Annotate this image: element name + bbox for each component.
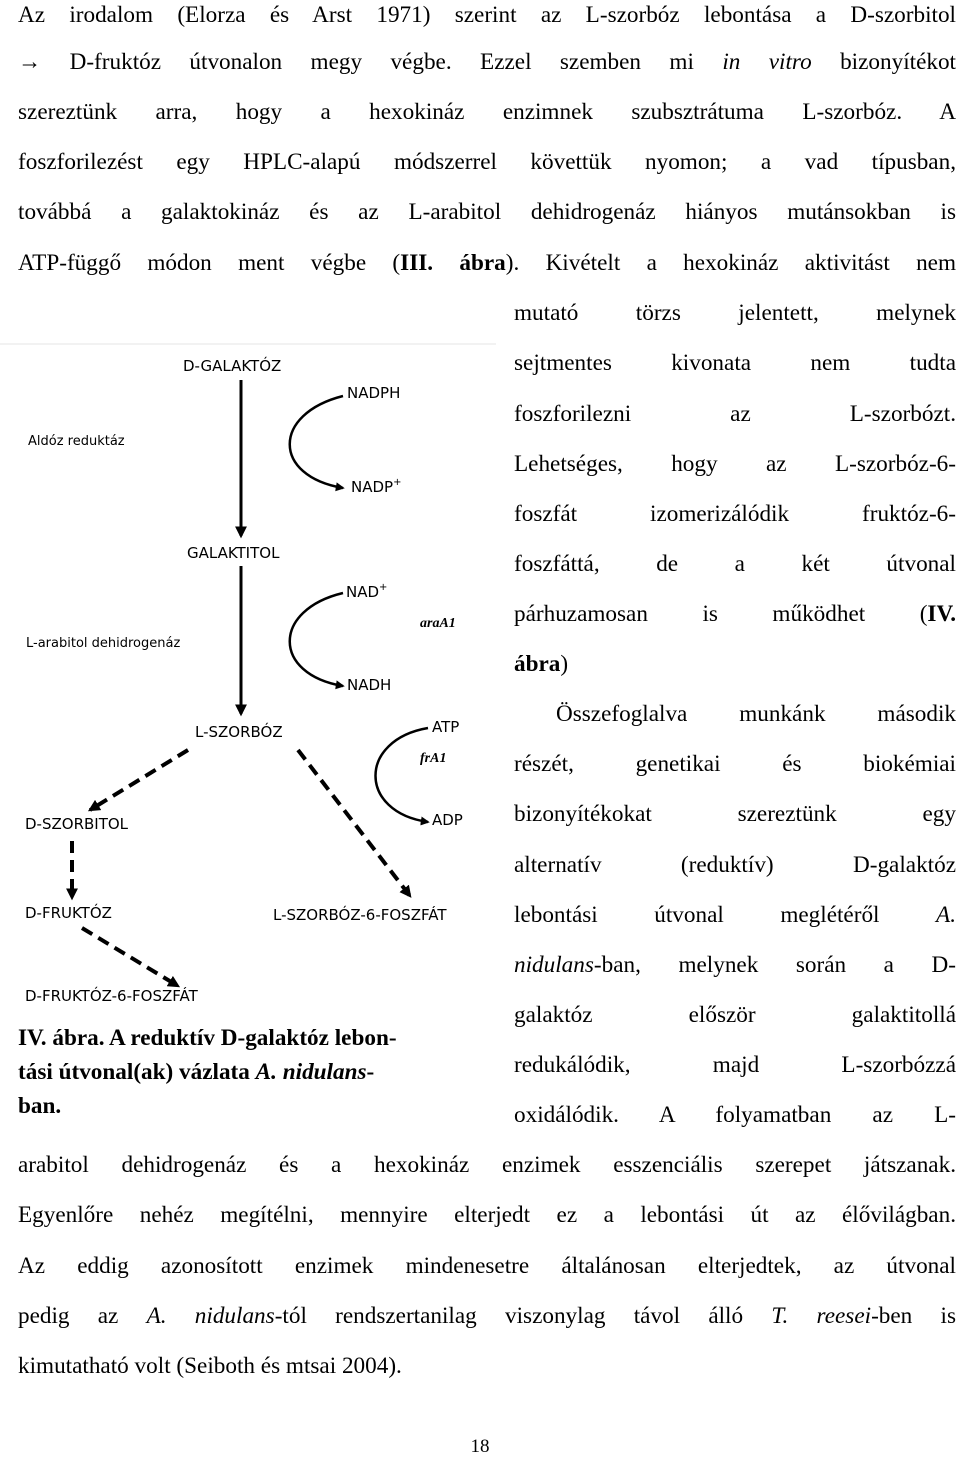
cofactor-arrow — [376, 728, 429, 822]
text-line: Az irodalom (Elorza és Arst 1971) szerint az L-szorbóz lebontása a D-szorbitol — [18, 2, 956, 28]
text-line: galaktóz először galaktitollá — [514, 1002, 956, 1028]
metabolite-d-fruktoz: D-FRUKTÓZ — [25, 904, 112, 922]
text-line: foszforilezni az L-szorbózt. — [514, 401, 956, 427]
text-line: Egyenlőre nehéz megítélni, mennyire elterjedt ez a lebontási út az élővilágban. — [18, 1202, 956, 1228]
metabolite-d-galaktoz: D-GALAKTÓZ — [183, 357, 282, 375]
text-line: arabitol dehidrogenáz és a hexokináz enzimek esszenciális szerepet játszanak. — [18, 1152, 956, 1178]
cofactor-adp: ADP — [432, 811, 463, 829]
text-line: mutató törzs jelentett, melynek — [514, 300, 956, 326]
cofactor-nadp-plus: NADP+ — [351, 477, 402, 496]
text-line: foszforilezést egy HPLC-alapú módszerrel követtük nyomon; a vad típusban, — [18, 149, 956, 175]
text-line: ábra) — [514, 651, 569, 677]
page-number: 18 — [470, 1436, 490, 1457]
cofactor-atp: ATP — [432, 718, 460, 736]
text-line: alternatív (reduktív) D-galaktóz — [514, 852, 956, 878]
gene-araA1: araA1 — [420, 616, 456, 631]
metabolite-galaktitol: GALAKTITOL — [187, 544, 280, 562]
cofactor-nadh: NADH — [347, 676, 392, 694]
text-line: részét, genetikai és biokémiai — [514, 751, 956, 777]
text-line: oxidálódik. A folyamatban az L- — [514, 1102, 956, 1128]
enzyme-aldoz-reduktaz: Aldóz reduktáz — [28, 434, 125, 449]
metabolite-d-fruktoz-6-foszfat: D-FRUKTÓZ-6-FOSZFÁT — [25, 987, 198, 1005]
text-line: Lehetséges, hogy az L-szorbóz-6- — [514, 451, 956, 477]
figure-reference: IV. — [927, 601, 956, 627]
cofactor-arrow — [290, 396, 343, 488]
gene-frA1: frA1 — [420, 751, 447, 766]
hypothetical-arrow — [90, 750, 188, 810]
text-line: Összefoglalva munkánk második — [556, 701, 956, 727]
cofactor-nadph: NADPH — [347, 384, 401, 402]
text-line: párhuzamosan is működhet (IV. — [514, 601, 956, 627]
text-line: szereztünk arra, hogy a hexokináz enzimnek szubsztrátuma L-szorbóz. A — [18, 99, 956, 125]
enzyme-l-arabitol-dehidrogenaz: L-arabitol dehidrogenáz — [26, 636, 181, 651]
metabolite-l-szorboz: L-SZORBÓZ — [195, 723, 283, 741]
figure-caption: ban. — [18, 1093, 62, 1119]
figure-caption: tási útvonal(ak) vázlata A. nidulans- — [18, 1059, 375, 1085]
cofactor-nad-plus: NAD+ — [346, 582, 388, 601]
text-line: redukálódik, majd L-szorbózzá — [514, 1052, 956, 1078]
text-line: kimutatható volt (Seiboth és mtsai 2004). — [18, 1353, 402, 1379]
text-line: foszfáttá, de a két útvonal — [514, 551, 956, 577]
phosphorylation-arrow — [298, 750, 410, 896]
metabolite-d-szorbitol: D-SZORBITOL — [25, 815, 129, 833]
text-line: Az eddig azonosított enzimek mindenesetre általánosan elterjedtek, az útvonal — [18, 1253, 956, 1279]
text-line: pedig az A. nidulans-tól rendszertanilag viszonylag távol álló T. reesei-ben is — [18, 1303, 956, 1329]
hypothetical-arrow — [82, 928, 178, 986]
text-line: sejtmentes kivonata nem tudta — [514, 350, 956, 376]
pathway-diagram — [0, 338, 500, 1018]
pathway-figure — [0, 338, 500, 1018]
text-line: → D-fruktóz útvonalon megy végbe. Ezzel szemben mi in vitro bizonyítékot — [18, 49, 957, 75]
right-arrow-icon: → — [18, 49, 42, 75]
text-line: foszfát izomerizálódik fruktóz-6- — [514, 501, 956, 527]
figure-reference: ábra — [514, 651, 561, 677]
text-line: továbbá a galaktokináz és az L-arabitol dehidrogenáz hiányos mutánsokban is — [18, 199, 956, 225]
figure-caption: IV. ábra. A reduktív D-galaktóz lebon- — [18, 1025, 397, 1051]
text-line: ATP-függő módon ment végbe (III. ábra). Kivételt a hexokináz aktivitást nem — [18, 250, 957, 276]
figure-reference: III. ábra — [400, 250, 506, 276]
cofactor-arrow — [290, 593, 343, 686]
text-line: bizonyítékokat szereztünk egy — [514, 801, 956, 827]
metabolite-l-szorboz-6-foszfat: L-SZORBÓZ-6-FOSZFÁT — [273, 906, 447, 924]
text-line: lebontási útvonal meglétéről A. — [514, 902, 956, 928]
text-line: nidulans-ban, melynek során a D- — [514, 952, 956, 978]
